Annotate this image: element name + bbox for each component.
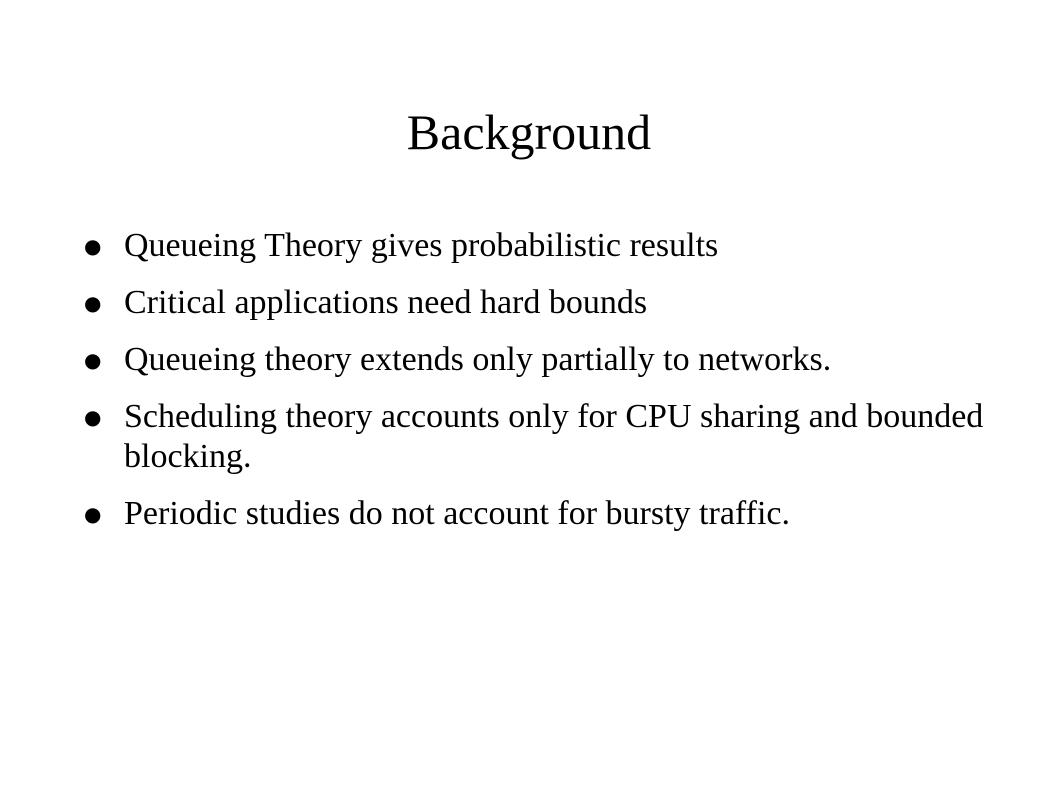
list-item bbox=[0, 397, 984, 477]
list-item bbox=[0, 340, 984, 380]
slide-title: Background bbox=[406, 104, 652, 160]
bullet-icon: ● bbox=[84, 502, 102, 526]
list-item bbox=[0, 494, 984, 534]
list-item bbox=[0, 226, 984, 266]
bullet-text: Scheduling theory accounts only for CPU sharing and bounded blocking. bbox=[124, 398, 984, 475]
bullet-icon: ● bbox=[84, 348, 102, 372]
bullet-text: Queueing Theory gives probabilistic results bbox=[124, 227, 719, 264]
bullet-text: Critical applications need hard bounds bbox=[124, 284, 648, 321]
bullet-text: Periodic studies do not account for bursty traffic. bbox=[124, 495, 790, 532]
bullet-icon: ● bbox=[84, 405, 102, 429]
list-item bbox=[0, 283, 984, 323]
bullet-icon: ● bbox=[84, 234, 102, 258]
bullet-text: Queueing theory extends only partially to networks. bbox=[124, 341, 832, 378]
bullet-icon: ● bbox=[84, 291, 102, 315]
bullet-list bbox=[0, 226, 1058, 551]
